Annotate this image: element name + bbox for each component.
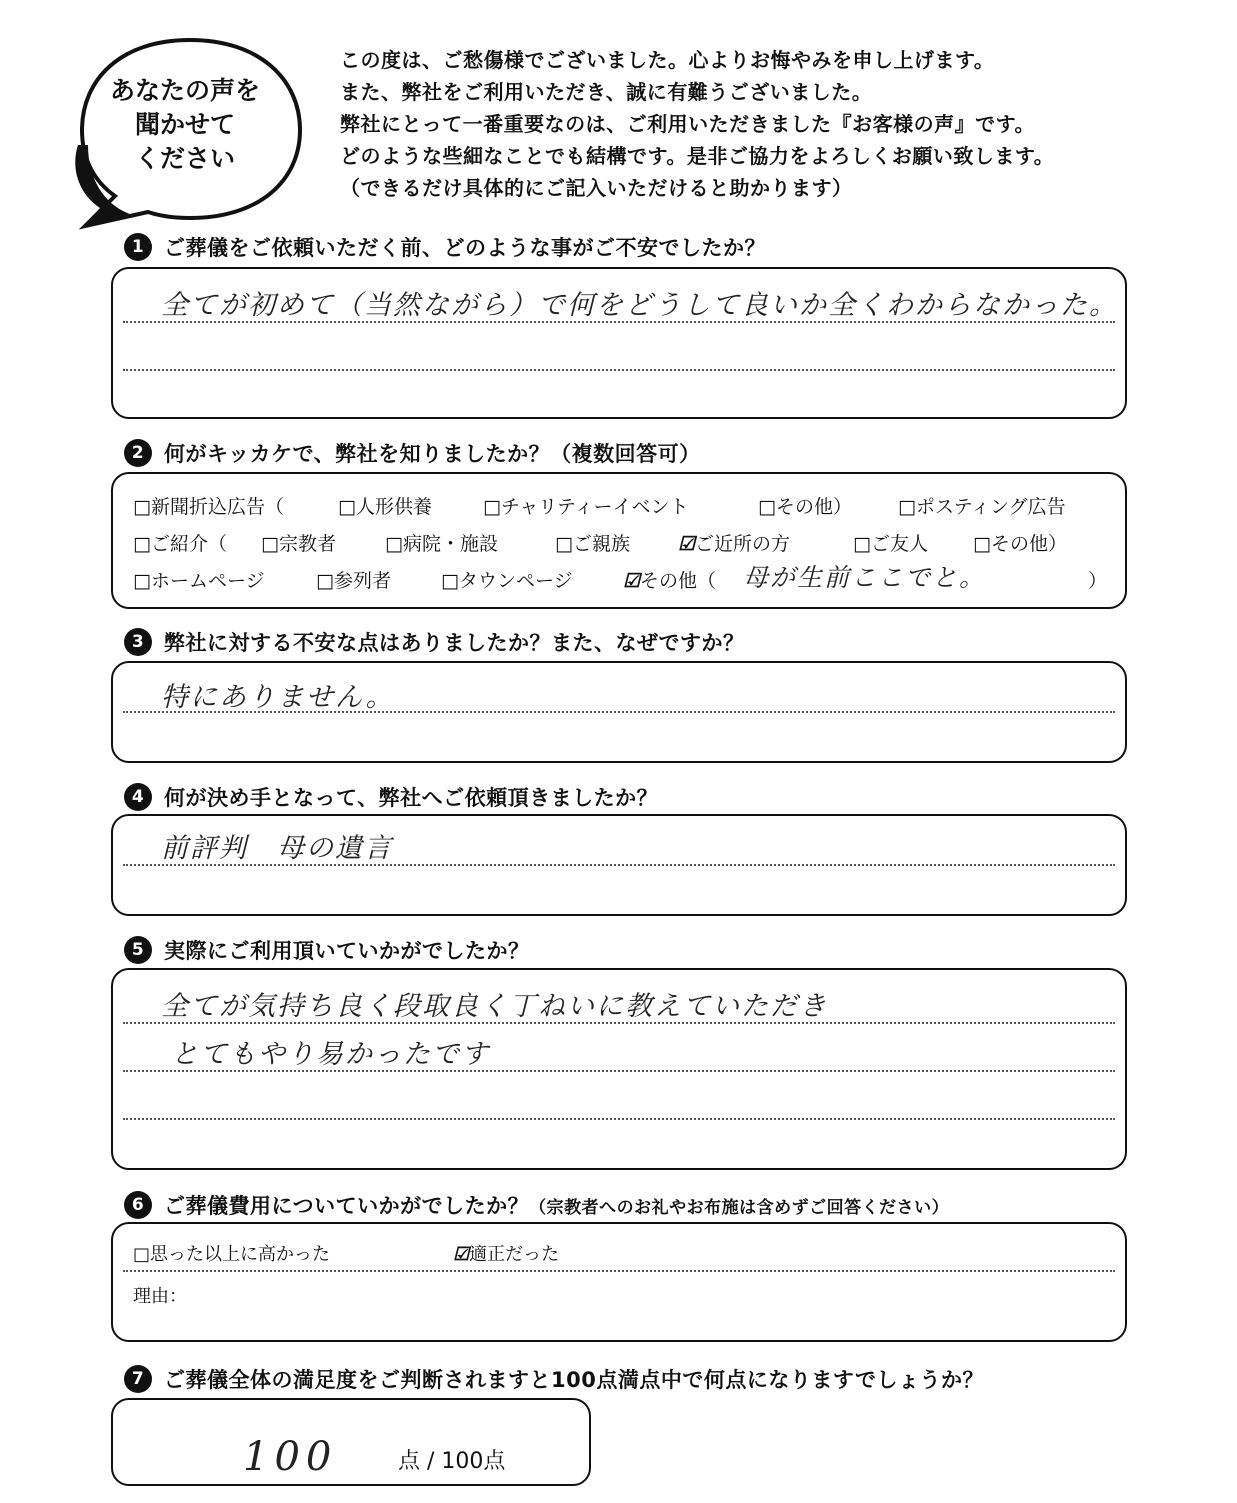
- bubble-line-3: ください: [134, 144, 235, 173]
- question-text: ご葬儀費用についていかがでしたか？: [164, 1194, 530, 1218]
- question-2: [124, 438, 701, 468]
- question-6: [124, 1190, 949, 1220]
- intro-line: また、弊社をご利用いただき、誠に有難うございました。: [340, 80, 873, 104]
- question-4: [124, 782, 658, 812]
- question-number: 3: [124, 628, 152, 656]
- checked-box-icon: ☑: [678, 533, 696, 555]
- question-number: 6: [124, 1191, 152, 1219]
- question-text: ご葬儀をご依頼いただく前、どのような事がご不安でしたか？: [164, 236, 766, 260]
- checkbox-relatives[interactable]: □ご親族: [555, 533, 630, 555]
- dotted-rule: [123, 369, 1115, 371]
- checked-box-icon: ☑: [453, 1244, 470, 1265]
- answer-box-5[interactable]: [111, 968, 1127, 1170]
- score-box[interactable]: [111, 1398, 591, 1486]
- checkbox-reasonable[interactable]: [453, 1240, 559, 1266]
- intro-text: [340, 44, 1220, 204]
- question-5: [124, 935, 530, 965]
- intro-line: この度は、ご愁傷様でございました。心よりお悔やみを申し上げます。: [340, 48, 995, 72]
- bubble-line-2: 聞かせて: [134, 110, 235, 139]
- checkbox-newspaper[interactable]: □新聞折込広告（: [133, 496, 284, 518]
- checkbox-neighbors[interactable]: [678, 529, 790, 556]
- intro-line: 弊社にとって一番重要なのは、ご利用いただきました『お客様の声』です。: [340, 112, 1035, 136]
- question-number: 5: [124, 936, 152, 964]
- handwritten-other-reason: 母が生前ここでと。: [743, 563, 987, 592]
- checkbox-posting[interactable]: □ポスティング広告: [898, 496, 1066, 518]
- checkbox-referral[interactable]: □ご紹介（: [133, 533, 227, 555]
- handwritten-answer: 全てが初めて（当然ながら）で何をどうして良いか全くわからなかった。: [161, 290, 1118, 321]
- question-text: ご葬儀全体の満足度をご判断されますと100点満点中で何点になりますでしょうか？: [164, 1368, 984, 1392]
- option-label: ご近所の方: [695, 533, 791, 555]
- question-number: 2: [124, 439, 152, 467]
- checkbox-hospital[interactable]: □病院・施設: [385, 533, 498, 555]
- dotted-rule: [123, 1270, 1115, 1272]
- closing-paren: ）: [1088, 570, 1108, 592]
- checkbox-attendee[interactable]: □参列者: [316, 570, 391, 592]
- answer-box-4[interactable]: [111, 814, 1127, 916]
- handwritten-answer-line-1: 全てが気持ち良く段取良く丁ねいに教えていただき: [161, 991, 828, 1022]
- intro-line: （できるだけ具体的にご記入いただけると助かります）: [340, 176, 853, 200]
- option-label: 適正だった: [469, 1244, 560, 1265]
- question-text: 何が決め手となって、弊社へご依頼頂きましたか？: [164, 786, 659, 810]
- handwritten-answer: 特にありません。: [161, 682, 395, 713]
- reason-label: 理由：: [133, 1286, 187, 1307]
- answer-box-3[interactable]: [111, 661, 1127, 763]
- checkbox-too-expensive[interactable]: □思った以上に高かった: [133, 1244, 331, 1265]
- handwritten-answer-line-2: とてもやり易かったです: [171, 1039, 490, 1070]
- question-3: [124, 627, 745, 657]
- question-text: 何がキッカケで、弊社を知りましたか？（複数回答可）: [164, 442, 701, 466]
- checkbox-religious[interactable]: □宗教者: [261, 533, 336, 555]
- handwritten-answer: 前評判 母の遺言: [161, 833, 393, 864]
- answer-box-6: [111, 1222, 1127, 1342]
- question-text: 弊社に対する不安な点はありましたか？また、なぜですか？: [164, 631, 745, 655]
- dotted-rule: [123, 1118, 1115, 1120]
- question-number: 7: [124, 1365, 152, 1393]
- checkbox-other-1[interactable]: □その他）: [758, 496, 852, 518]
- score-suffix: 点 / 100点: [398, 1449, 506, 1474]
- checkbox-homepage[interactable]: □ホームページ: [133, 570, 265, 592]
- bubble-line-1: あなたの声を: [109, 76, 260, 105]
- handwritten-score: 100: [243, 1434, 338, 1480]
- question-number: 4: [124, 783, 152, 811]
- option-label: その他（: [640, 570, 717, 592]
- answer-box-2: [111, 472, 1127, 609]
- checkbox-doll-memorial[interactable]: □人形供養: [338, 496, 432, 518]
- checkbox-other-3[interactable]: [623, 566, 716, 593]
- question-1: [124, 232, 766, 262]
- checkbox-friends[interactable]: □ご友人: [853, 533, 928, 555]
- question-number: 1: [124, 233, 152, 261]
- checkbox-other-2[interactable]: □その他）: [973, 533, 1067, 555]
- answer-box-1[interactable]: [111, 267, 1127, 419]
- question-note: （宗教者へのお礼やお布施は含めずご回答ください）: [529, 1197, 950, 1218]
- question-text: 実際にご利用頂いていかがでしたか？: [164, 939, 530, 963]
- checkbox-charity-event[interactable]: □チャリティーイベント: [483, 496, 689, 518]
- question-7: [124, 1364, 984, 1394]
- bubble-title: [80, 74, 290, 176]
- checkbox-townpage[interactable]: □タウンページ: [441, 570, 573, 592]
- checked-box-icon: ☑: [623, 570, 641, 592]
- intro-line: どのような些細なことでも結構です。是非ご協力をよろしくお願い致します。: [340, 144, 1055, 168]
